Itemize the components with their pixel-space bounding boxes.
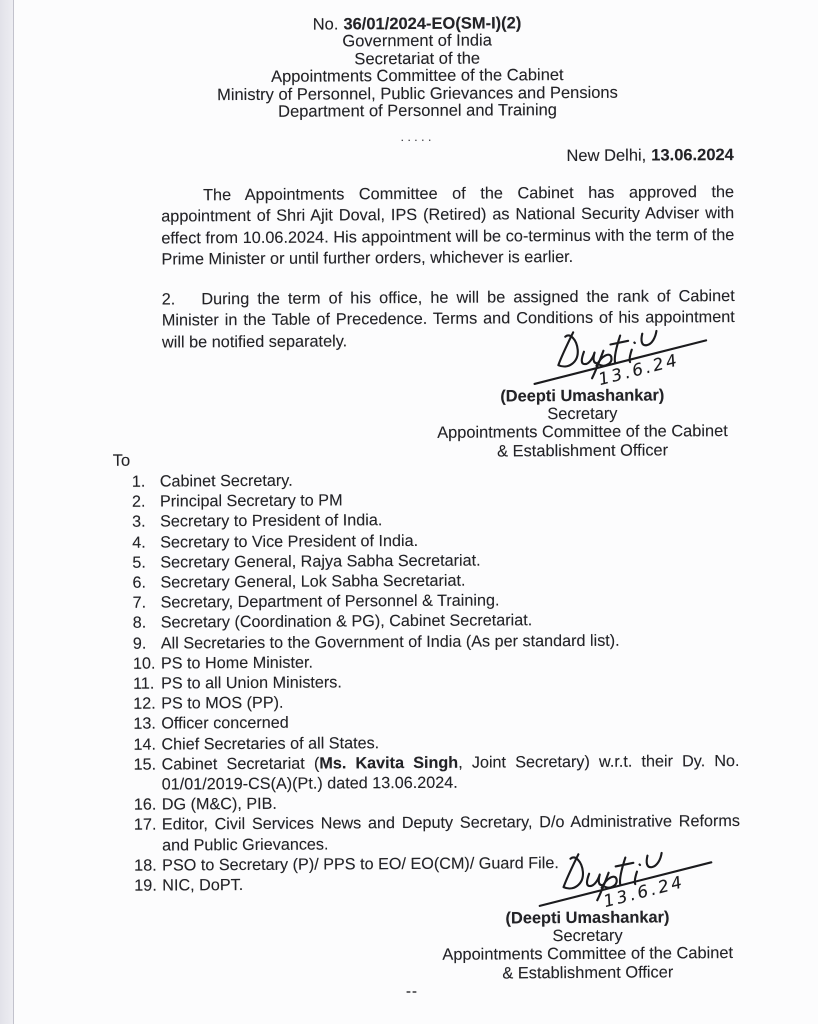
letterhead [37, 14, 798, 149]
recipient-number: 19. [134, 876, 157, 895]
recipient-number: 14. [133, 735, 156, 754]
recipient-text: Officer concerned [161, 714, 289, 733]
signatory-org-line1: Appointments Committee of the Cabinet [442, 944, 734, 965]
recipient-number: 17. [133, 816, 157, 835]
signature-handwriting-icon [520, 848, 734, 911]
recipient-text: Chief Secretaries of all States. [161, 733, 380, 754]
recipient-text: Secretary General, Rajya Sabha Secretariat. [160, 551, 481, 572]
org-line-ministry: Ministry of Personnel, Public Grievances and Pensions [217, 83, 618, 104]
recipient-number: 18. [134, 856, 157, 875]
recipient-text: Principal Secretary to PM [159, 491, 343, 511]
paragraph-1: The Appointments Committee of the Cabinet has approved the appointment of Shri Ajit Doval, IPS (Retired) as National Security Adviser with effect from 10.06.2024. His appointment will be co-terminus with the term of the Prime Minister or until further orders, whichever is earlier. [161, 183, 735, 269]
recipient-number: 6. [132, 573, 146, 592]
recipient-number: 7. [132, 593, 147, 612]
signature-stroke-u [587, 874, 603, 886]
signature-stroke-d [563, 854, 583, 888]
signature-stroke-capital-u [641, 331, 656, 345]
recipient-text: PS to Home Minister. [160, 653, 314, 673]
signature-stroke-d [558, 332, 578, 366]
signatory-name: (Deepti Umashankar) [505, 908, 670, 928]
end-of-document-mark: -- [405, 982, 418, 1001]
reference-number: 36/01/2024-EO(SM-I)(2) [343, 14, 522, 34]
recipient-number: 12. [133, 694, 156, 713]
recipient-text: NIC, DoPT. [162, 876, 244, 895]
signature-stroke-t [610, 336, 628, 363]
recipient-number: 13. [133, 714, 156, 734]
recipient-number: 4. [132, 533, 146, 552]
org-line-secretariat: Secretariat of the [354, 49, 481, 69]
signatory-org-line2: & Establishment Officer [497, 441, 669, 461]
recipient-text: PS to MOS (PP). [161, 694, 284, 713]
signature-stroke-u [582, 352, 598, 364]
recipient-number: 9. [132, 634, 147, 653]
signatory-name: (Deepti Umashankar) [500, 386, 665, 406]
org-line-department: Department of Personnel and Training [278, 101, 558, 121]
recipient-text: Cabinet Secretariat (Ms. Kavita Singh, Joint Secretary) w.r.t. their Dy. No. 01/01/2019-CS(A)(Pt.) dated 13.06.2024. [161, 751, 740, 794]
signatory-title: Secretary [552, 926, 623, 946]
signature-block-top [429, 328, 736, 461]
recipient-number: 11. [132, 674, 155, 693]
recipient-text: Editor, Civil Services News and Deputy Secretary, D/o Administrative Reforms and Public Grievances. [161, 812, 740, 855]
signatory-org-line1: Appointments Committee of the Cabinet [437, 422, 728, 443]
recipient-number: 15. [133, 755, 157, 774]
recipient-number: 8. [132, 614, 147, 633]
dots-separator: ..... [400, 130, 435, 145]
recipient-text: Cabinet Secretary. [159, 471, 293, 491]
signature-block-bottom [434, 850, 741, 983]
recipients-list [132, 468, 741, 896]
letter-date: 13.06.2024 [651, 146, 734, 165]
recipient-number: 10. [132, 654, 156, 673]
recipient-text: Secretary to Vice President of India. [160, 531, 419, 552]
signature-handwriting-icon [515, 326, 729, 389]
recipient-number: 5. [132, 553, 146, 572]
to-label: To [112, 451, 131, 470]
place-label: New Delhi, [566, 146, 647, 166]
signature-date-text: 13.6.24 [596, 349, 682, 390]
recipient-number: 2. [131, 492, 146, 511]
recipient-number: 1. [131, 472, 146, 491]
org-line-government: Government of India [342, 31, 492, 51]
org-line-committee: Appointments Committee of the Cabinet [270, 66, 564, 87]
reference-number-label: No. [312, 15, 339, 34]
recipient-text: Secretary, Department of Personnel & Training. [160, 591, 500, 612]
signatory-org-line2: & Establishment Officer [502, 963, 674, 983]
recipient-number: 16. [133, 795, 157, 814]
recipient-text: Secretary (Coordination & PG), Cabinet Secretariat. [160, 611, 533, 632]
signatory-title: Secretary [547, 404, 618, 424]
recipient-text: Secretary General, Lok Sabha Secretariat. [160, 571, 466, 592]
recipient-text: PS to all Union Ministers. [160, 673, 342, 693]
recipient-text: PSO to Secretary (P)/ PPS to EO/ EO(CM)/ Guard File. [162, 853, 559, 875]
recipient-row [133, 751, 739, 795]
signature-stroke-t [616, 857, 634, 884]
paragraph-2-text: During the term of his office, he will be assigned the rank of Cabinet Minister in the Table of Precedence. Terms and Conditions of his appointment will be notified separately. [161, 287, 735, 352]
signature-stroke-capital-u [647, 853, 662, 867]
recipient-text: All Secretaries to the Government of India (As per standard list). [160, 631, 620, 653]
recipient-number: 3. [132, 513, 146, 532]
recipient-text: DG (M&C), PIB. [161, 795, 277, 814]
signature-date-text: 13.6.24 [601, 871, 687, 912]
dateline [566, 146, 733, 166]
paragraph-2-number: 2. [161, 290, 176, 309]
recipient-text: Secretary to President of India. [160, 511, 383, 531]
